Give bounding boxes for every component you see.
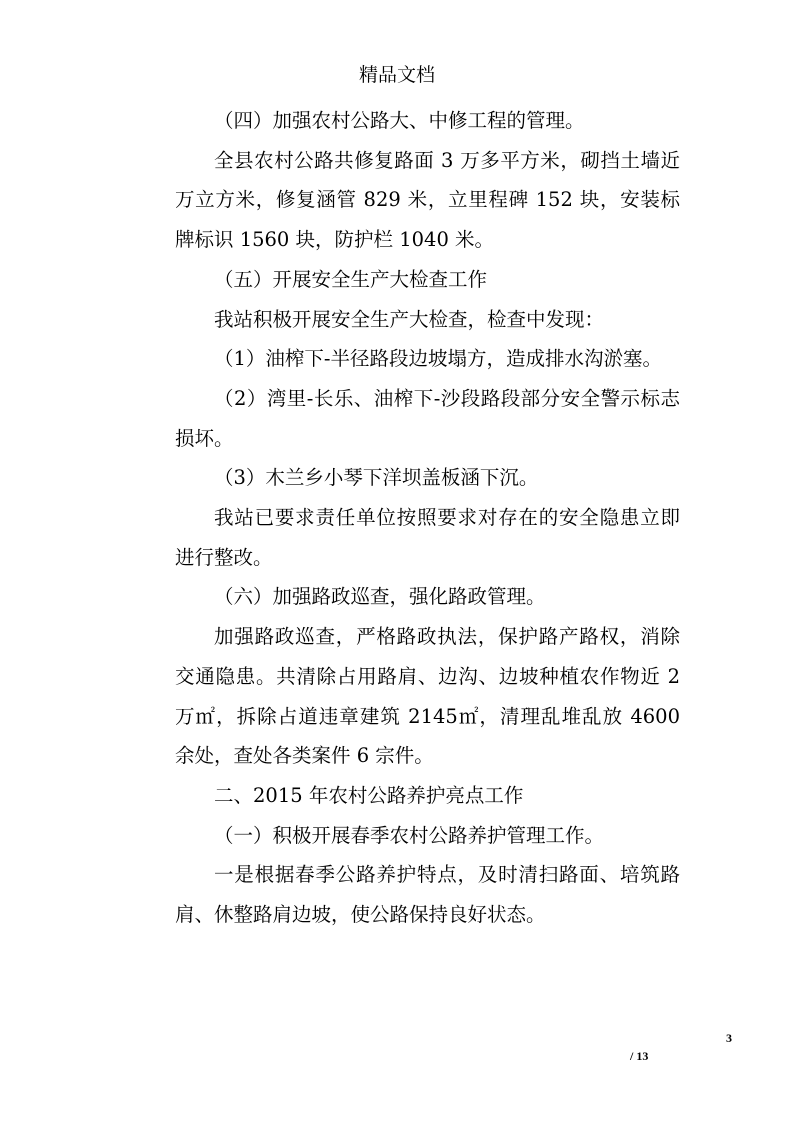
section-heading-4: （四）加强农村公路大、中修工程的管理。: [214, 109, 585, 132]
paragraph: 全县农村公路共修复路面 3 万多平方米，砌挡土墙近万立方米，修复涵管 829 米，立里程碑 152 块，安装标牌标识 1560 块，防护栏 1040 米。: [175, 148, 680, 252]
list-item-1: （1）油榨下-半径路段边坡塌方，造成排水沟淤塞。: [214, 347, 662, 371]
document-body: [175, 101, 680, 935]
section-heading-1: （一）积极开展春季农村公路养护管理工作。: [214, 823, 605, 847]
paragraph: 加强路政巡查，严格路政执法，保护路产路权，消除交通隐患。共清除占用路肩、边沟、边坡种植农作物近 2 万㎡，拆除占道违章建筑 2145㎡，清理乱堆乱放 4600 余处，查处各类案件 6 宗件。: [175, 625, 680, 768]
paragraph: 一是根据春季公路养护特点，及时清扫路面、培筑路肩、休整路肩边坡，使公路保持良好状态。: [175, 863, 680, 927]
section-heading-5: （五）开展安全生产大检查工作: [214, 267, 488, 291]
page-header-title: 精品文档: [358, 64, 435, 86]
section-heading-6: （六）加强路政巡查，强化路政管理。: [214, 585, 546, 609]
chapter-heading-2: 二、2015 年农村公路养护亮点工作: [214, 783, 524, 807]
list-item-2: （2）湾里-长乐、油榨下-沙段路段部分安全警示标志损坏。: [175, 386, 680, 450]
page-total: / 13: [630, 1049, 649, 1063]
list-item-3: （3）木兰乡小琴下洋坝盖板涵下沉。: [214, 466, 539, 490]
page-number: 3: [726, 1031, 732, 1045]
paragraph: 我站已要求责任单位按照要求对存在的安全隐患立即进行整改。: [175, 506, 680, 569]
paragraph: 我站积极开展安全生产大检查，检查中发现：: [214, 307, 605, 331]
